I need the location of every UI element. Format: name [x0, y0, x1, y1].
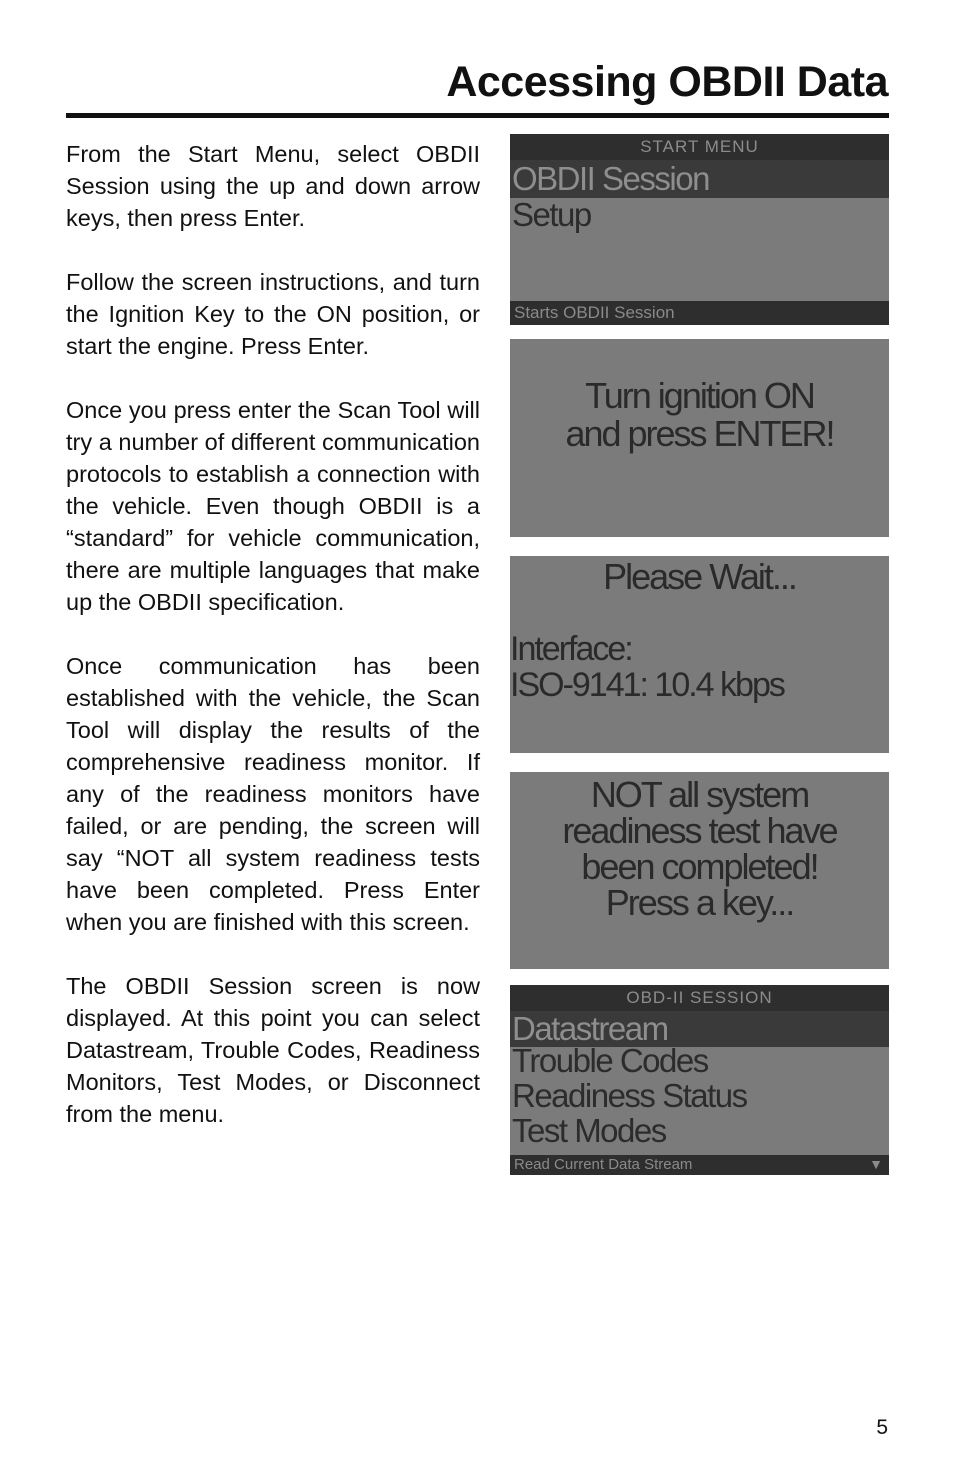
page-title: Accessing OBDII Data	[446, 58, 888, 106]
readiness-line-4: Press a key...	[605, 882, 794, 923]
menu-item-setup: Setup	[512, 196, 591, 233]
menu-item-datastream: Datastream	[510, 1011, 889, 1047]
start-menu-header: START MENU	[510, 134, 889, 160]
ignition-line-1: Turn ignition ON	[585, 375, 814, 416]
page-number: 5	[876, 1416, 888, 1439]
obd-session-screen	[510, 985, 889, 1175]
interface-value: ISO-9141: 10.4 kbps	[510, 666, 784, 704]
paragraph-start-menu: From the Start Menu, select OBDII Session using the up and down arrow keys, then press Enter.	[66, 141, 480, 231]
paragraph-session-menu: The OBDII Session screen is now displayed. At this point you can select Datastream, Trouble Codes, Readiness Monitors, Test Modes, or Disconnect from the menu.	[66, 973, 480, 1127]
menu-item-readiness-status: Readiness Status	[512, 1077, 747, 1114]
menu-item-test-modes: Test Modes	[512, 1112, 666, 1149]
please-wait-heading: Please Wait...	[603, 556, 796, 597]
paragraph-ignition: Follow the screen instructions, and turn the Ignition Key to the ON position, or start the engine. Press Enter.	[66, 269, 480, 359]
readiness-line-3: been completed!	[581, 846, 818, 887]
ignition-screen	[510, 339, 889, 537]
please-wait-screen	[510, 556, 889, 753]
paragraph-protocols: Once you press enter the Scan Tool will try a number of different communication protocols to establish a connection with the vehicle. Even though OBDII is a “standard” for vehicle communication, there are multiple languages that make up the OBDII specification.	[66, 397, 480, 615]
title-rule	[66, 113, 889, 118]
start-menu-status: Starts OBDII Session	[510, 301, 889, 325]
paragraph-readiness: Once communication has been established with the vehicle, the Scan Tool will display the results of the comprehensive readiness monitor. If any of the readiness monitors have failed, or are pending, the screen will say “NOT all system readiness tests have been completed. Press Enter when you are finished with this screen.	[66, 653, 480, 935]
menu-item-obdii-session: OBDII Session	[510, 160, 889, 198]
obd-session-header: OBD-II SESSION	[510, 985, 889, 1011]
obd-session-status: Read Current Data Stream	[510, 1155, 889, 1175]
menu-item-trouble-codes: Trouble Codes	[512, 1042, 708, 1079]
ignition-line-2: and press ENTER!	[565, 413, 834, 454]
readiness-line-1: NOT all system	[590, 774, 809, 815]
readiness-line-2: readiness test have	[562, 810, 837, 851]
scroll-down-icon: ▼	[869, 1156, 883, 1172]
body-text-column	[66, 138, 480, 1162]
interface-label: Interface:	[510, 630, 632, 668]
readiness-screen	[510, 772, 889, 969]
start-menu-screen	[510, 134, 889, 325]
